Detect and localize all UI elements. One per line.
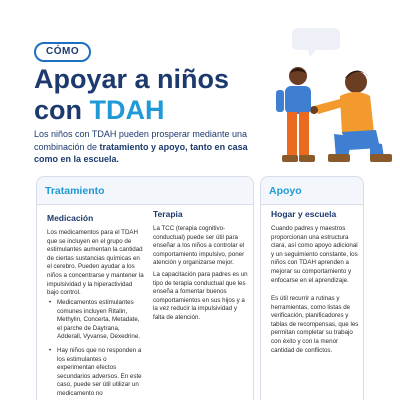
home-school-paragraph: Cuando padres y maestros proporcionan una estructura clara, así como apoyo adicional y un seguimiento constante, los niños con TDAH aprenden a mejorar su comportamiento y enfocarse en el aprendizaje. bbox=[271, 225, 358, 284]
treatment-card bbox=[36, 176, 254, 400]
home-school-paragraph: Es útil recurrir a rutinas y herramientas, como listas de verificación, planificadores y tablas de recompensas, que les permitan completar su trabajo con éxito y con la menor cantidad de conflictos. bbox=[271, 295, 359, 354]
treatment-heading: Tratamiento bbox=[37, 177, 253, 205]
medication-text: Los medicamentos para el TDAH que se incluyen en el grupo de estimulantes aumentan la cantidad de ciertas sustancias químicas en el cerebro. Pueden ayudar a los niños a concentrarse y mantener la impulsividad y la hiperactividad bajo control. bbox=[47, 229, 144, 297]
therapy-paragraph: La TCC (terapia cognitivo-conductual) puede ser útil para enseñar a los niños a controlar el comportamiento impulsivo, poner atención y organizarse mejor. bbox=[153, 225, 245, 267]
home-school-heading: Hogar y escuela bbox=[271, 209, 337, 219]
child-figure-icon bbox=[276, 67, 315, 162]
page-title bbox=[34, 64, 264, 126]
adult-figure-icon bbox=[310, 70, 392, 162]
illustration bbox=[252, 24, 400, 166]
medication-bullet: • Hay niños que no responden a los estimulantes o experimentan efectos secundarios adversos. En este caso, puede ser útil utilizar un medicamento no bbox=[49, 347, 145, 399]
title-line-1: Apoyar a niños bbox=[34, 64, 230, 94]
support-card bbox=[260, 176, 364, 400]
therapy-paragraph: La capacitación para padres es un tipo de terapia conductual que les enseña a fomentar buenos comportamientos en sus hijos y a la vez reducir la impulsividad y falta de atención. bbox=[153, 271, 248, 321]
medication-heading: Medicación bbox=[47, 213, 94, 223]
intro-bold: tratamiento y apoyo, tanto en casa como en la escuela. bbox=[34, 141, 248, 164]
title-line-2-plain: con bbox=[34, 95, 90, 125]
therapy-heading: Terapia bbox=[153, 209, 183, 219]
support-heading: Apoyo bbox=[261, 177, 363, 205]
intro-paragraph bbox=[34, 128, 256, 166]
category-badge: CÓMO bbox=[34, 42, 91, 62]
speech-bubble-icon bbox=[292, 28, 340, 57]
title-highlight: TDAH bbox=[89, 95, 165, 125]
medication-bullet: • Medicamentos estimulantes comunes incluyen Ritalin, Methylin, Concerta, Metadate, el parche de Daytrana, Adderall, Vyvanse, Dexedrine. bbox=[49, 299, 145, 342]
intro-plain: Los niños con TDAH pueden prosperar mediante una combinación de bbox=[34, 129, 247, 152]
